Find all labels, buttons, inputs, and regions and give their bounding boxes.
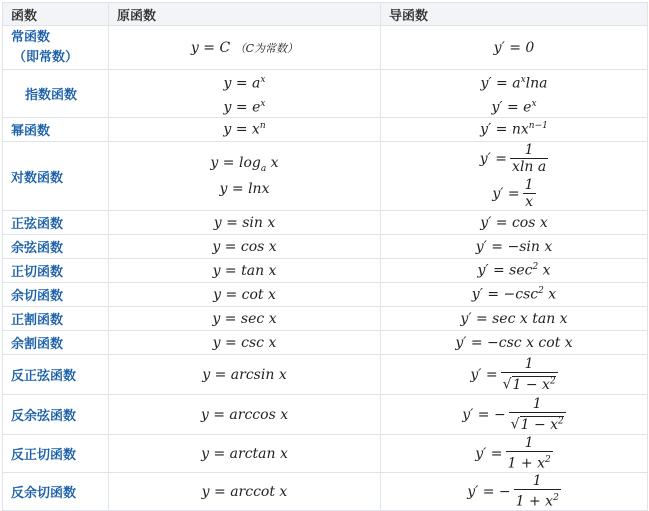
original-function: y = cos x [109,235,381,259]
original-function: y = arctan x [109,435,381,473]
name-line: （即常数） [13,49,79,65]
formula: y′ = $\frac{1}{√1 - x^2}$ [470,356,556,394]
formula: y′ = − $\frac{1}{1 + x^2}$ [467,473,559,511]
table-row [3,118,648,142]
function-name: 正割函数 [3,307,109,331]
function-name: 反正切函数 [3,435,109,473]
table-row [3,307,648,331]
formula: y′ = $\frac{1}{1 + x^2}$ [475,435,551,473]
derivative-function: y′ = −csc x cot x [381,331,648,355]
derivative-function [381,355,648,395]
original-function: y = cot x [109,283,381,307]
derivative-function: y′ = −sin x [381,235,648,259]
original-function: y = arccot x [109,473,381,511]
table-row [3,70,648,118]
derivative-function [381,435,648,473]
header-derivative: 导函数 [381,3,648,26]
table-row [3,331,648,355]
derivative-function [381,26,648,70]
derivative-function [381,70,648,118]
original-function: y = tan x [109,259,381,283]
function-name: 余切函数 [3,283,109,307]
formula: y′ = $\frac{1}{\text{xln a}}$ [479,142,547,176]
header-original: 原函数 [109,3,381,26]
derivative-function [381,142,648,211]
formula: $y = \log_a x$ [210,155,279,175]
function-name: 反余弦函数 [3,395,109,435]
table-row [3,395,648,435]
table-row [3,211,648,235]
derivative-function: y′ = cos x [381,211,648,235]
formula: y = C [190,39,231,56]
function-name: 对数函数 [3,142,109,211]
function-name: 余弦函数 [3,235,109,259]
derivative-function: $y' = \sec^2 x$ [381,259,648,283]
table-row [3,26,648,70]
table-row [3,435,648,473]
formula: y = lnx [219,181,270,198]
original-function: y = sin x [109,211,381,235]
function-name: 正弦函数 [3,211,109,235]
original-function [109,142,381,211]
formula: $y = a^x$ [223,75,266,92]
function-name [3,26,109,70]
formula: y′ = 0 [493,39,535,56]
derivative-table [2,2,648,511]
table-row [3,473,648,511]
function-name: 余割函数 [3,331,109,355]
original-function: y = arccos x [109,395,381,435]
table-row [3,355,648,395]
table-row [3,259,648,283]
derivative-function: $y' = nx^{n-1}$ [381,118,648,142]
header-function: 函数 [3,3,109,26]
derivative-function [381,395,648,435]
function-name: 反正弦函数 [3,355,109,395]
formula: $y = e^x$ [223,98,266,116]
derivative-function [381,473,648,511]
formula: $y' = a^x\ln a$ [480,75,548,92]
original-function [109,70,381,118]
function-name: 正切函数 [3,259,109,283]
original-function: y = sec x [109,307,381,331]
original-function [109,26,381,70]
function-name: 反余切函数 [3,473,109,511]
formula-note: （C为常数） [234,41,299,55]
formula: y′ = $\frac{1}{x}$ [492,177,534,211]
table-header-row [3,3,648,26]
original-function: $y = x^n$ [109,118,381,142]
table-row [3,235,648,259]
formula: y′ = − $\frac{1}{√1 - x^2}$ [462,396,564,434]
name-line: 常函数 [11,29,51,45]
formula: $y' = e^x$ [491,98,537,116]
table-row [3,283,648,307]
function-name: 幂函数 [3,118,109,142]
original-function: y = arcsin x [109,355,381,395]
table-row [3,142,648,211]
derivative-function: y′ = sec x tan x [381,307,648,331]
derivative-function: $y' = -\csc^2$ x [381,283,648,307]
function-name: 指数函数 [3,70,109,118]
original-function: y = csc x [109,331,381,355]
